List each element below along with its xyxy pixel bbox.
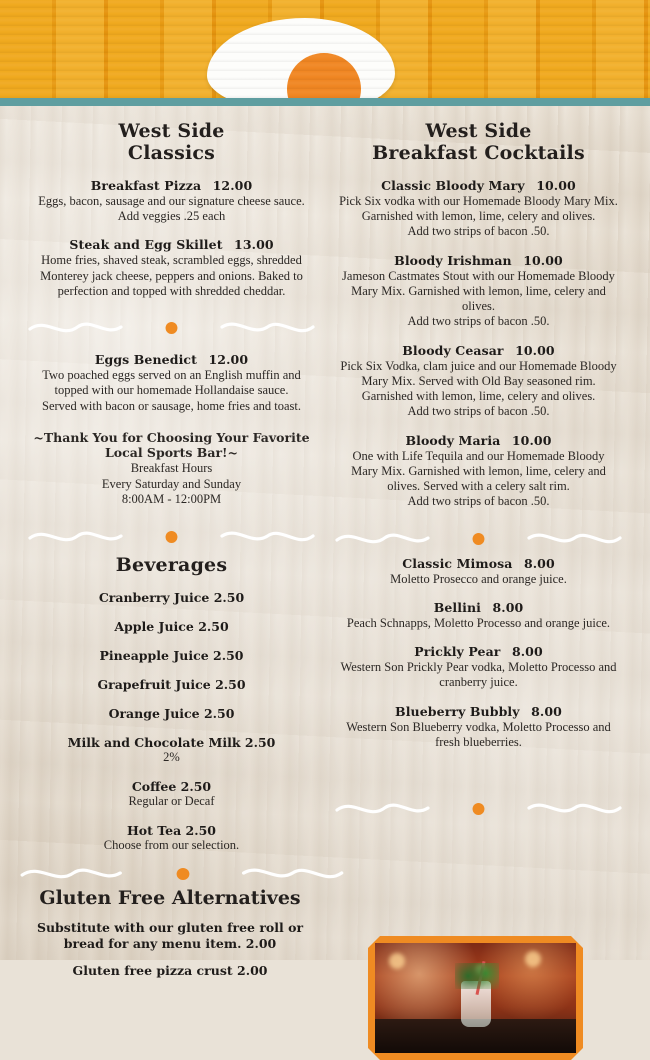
gluten-free-item [26, 963, 314, 979]
left-title-line1: West Side [118, 120, 225, 142]
menu-item-price: 13.00 [234, 237, 274, 253]
beverage-price: 2.50 [203, 706, 235, 722]
beverage-price: 2.50 [213, 590, 245, 606]
beverage-name: Pineapple Juice [99, 648, 209, 664]
cocktail-name: Bloody Maria [405, 432, 501, 448]
beverage-name: Milk and Chocolate Milk [67, 735, 241, 751]
menu-item-head [28, 237, 315, 252]
gluten-free-item-text: Gluten free pizza crust [72, 962, 233, 978]
cocktail-head [335, 178, 622, 193]
squiggle-divider-graphic [335, 524, 622, 550]
cocktail-price: 10.00 [511, 432, 552, 448]
menu-item-desc: Eggs, bacon, sausage and our signature cheese sauce. [38, 193, 305, 208]
beverage-head [28, 735, 315, 750]
thanks-line-1: ~Thank You for Choosing Your Favorite [33, 429, 310, 445]
beverage-price: 2.50 [198, 619, 229, 635]
cocktail-desc: Western Son Blueberry vodka, Moletto Processo and fresh blueberries. [346, 719, 611, 749]
cocktail-extra: Add two strips of bacon .50. [407, 494, 550, 509]
cocktail-head [335, 600, 622, 615]
cocktail-head [335, 556, 622, 571]
top-banner [0, 0, 650, 98]
beverage-name: Grapefruit Juice [97, 677, 211, 693]
cocktail-item [335, 556, 622, 587]
gluten-free-item-price: 2.00 [245, 935, 277, 951]
cocktail-price: 10.00 [515, 342, 555, 358]
breakfast-hours-label: Breakfast Hours [130, 461, 213, 476]
cocktail-desc: Western Son Prickly Pear vodka, Moletto Processo and cranberry juice. [340, 660, 617, 690]
menu-item-desc: Home fries, shaved steak, scrambled eggs, shredded Monterey jack cheese, peppers and onions. Baked to perfection and topped with shredded cheddar. [40, 253, 303, 298]
squiggle-divider-graphic [18, 859, 348, 885]
beverage-price: 2.50 [215, 677, 246, 693]
cocktail-item [335, 704, 622, 751]
beverage-head [28, 779, 315, 794]
cocktail-name: Classic Mimosa [402, 555, 513, 571]
menu-item-desc: Two poached eggs served on an English muffin and topped with our homemade Hollandaise sauce. [42, 368, 301, 398]
squiggle-divider [28, 313, 315, 339]
beverage-head [28, 648, 315, 663]
cocktail-name: Prickly Pear [414, 644, 501, 660]
cocktail-item [335, 644, 622, 691]
breakfast-hours-days: Every Saturday and Sunday [101, 476, 242, 491]
menu-item-head [28, 178, 315, 193]
cocktail-head [335, 253, 622, 268]
right-title-line2: Breakfast Cocktails [372, 142, 585, 165]
gluten-free-item-text: Substitute with our gluten free roll or bread for any menu item. [36, 920, 304, 951]
beverage-item [28, 779, 315, 809]
menu-item-price: 12.00 [208, 352, 249, 368]
beverage-item [28, 619, 315, 634]
beverage-head [28, 619, 315, 634]
cocktail-price: 8.00 [523, 555, 555, 571]
cocktail-extra: Add two strips of bacon .50. [407, 224, 550, 239]
cocktail-photo-frame [368, 936, 583, 1060]
menu-item [28, 352, 315, 414]
cocktail-name: Blueberry Bubbly [395, 703, 520, 719]
bar-light-icon [525, 951, 541, 967]
cocktail-extra: Add two strips of bacon .50. [407, 404, 550, 419]
cocktail-name: Classic Bloody Mary [381, 177, 525, 193]
cocktail-desc: Jameson Castmates Stout with our Homemade Bloody Mary Mix. Garnished with lemon, lime, celery and olives. [342, 268, 615, 314]
cocktail-name: Bloody Ceasar [402, 342, 504, 358]
cocktail-head [335, 433, 622, 448]
beverages-title: Beverages [115, 553, 228, 576]
cocktail-item [335, 253, 622, 330]
cocktail-desc: Pick Six vodka with our Homemade Bloody Mary Mix. Garnished with lemon, lime, celery and olives. [339, 193, 618, 224]
beverage-sub: Choose from our selection. [103, 838, 240, 853]
thanks-line-2: Local Sports Bar!~ [104, 445, 238, 461]
squiggle-divider [28, 522, 315, 548]
cocktail-desc: One with Life Tequila and our Homemade Bloody Mary Mix. Garnished with lemon, lime, celery and olives. Served with a celery salt rim. [351, 448, 606, 494]
beverage-name: Coffee [131, 779, 177, 795]
cocktail-head [335, 644, 622, 659]
cocktail-desc: Peach Schnapps, Moletto Processo and orange juice. [346, 615, 611, 630]
left-section-title [28, 120, 315, 165]
cocktail-name: Bellini [433, 599, 481, 615]
squiggle-divider-graphic [28, 522, 315, 548]
breakfast-hours-time: 8:00AM - 12:00PM [121, 492, 222, 507]
menu-item [28, 178, 315, 225]
right-title-line1: West Side [425, 120, 532, 142]
beverage-head [28, 590, 315, 605]
beverage-name: Hot Tea [126, 823, 182, 839]
cocktail-item [335, 343, 622, 420]
left-title-line2: Classics [127, 142, 216, 165]
beverage-item [28, 823, 315, 853]
thank-you-block [28, 430, 315, 508]
gluten-free-title: Gluten Free Alternatives [39, 887, 301, 910]
cocktail-price: 8.00 [531, 703, 562, 719]
menu-item [28, 237, 315, 299]
squiggle-divider [18, 859, 348, 885]
menu-item-head [28, 352, 315, 367]
menu-item-name: Steak and Egg Skillet [69, 237, 223, 253]
menu-item-name: Eggs Benedict [94, 352, 198, 368]
cocktail-head [335, 343, 622, 358]
beverage-item [28, 735, 315, 765]
menu-item-extra: Add veggies .25 each [117, 209, 226, 224]
squiggle-divider-graphic [335, 794, 622, 820]
gluten-free-item [26, 920, 314, 951]
gluten-free-item-price: 2.00 [237, 962, 268, 978]
bar-light-icon [389, 953, 405, 969]
cocktail-extra: Add two strips of bacon .50. [407, 314, 550, 329]
beverage-head [28, 706, 315, 721]
beverage-price: 2.50 [244, 735, 276, 751]
cocktail-photo [375, 943, 576, 1053]
beverage-head [28, 677, 315, 692]
cocktail-price: 10.00 [523, 252, 563, 268]
beverage-head [28, 823, 315, 838]
menu-columns [0, 106, 650, 853]
right-column [325, 120, 632, 853]
menu-item-extra: Served with bacon or sausage, home fries and toast. [42, 398, 301, 413]
left-column [18, 120, 325, 853]
beverage-name: Apple Juice [114, 619, 194, 635]
beverage-sub: 2% [163, 750, 180, 765]
menu-item-name: Breakfast Pizza [90, 177, 202, 193]
beverage-sub: Regular or Decaf [128, 794, 215, 809]
gluten-free-section [0, 887, 340, 978]
beverage-item [28, 677, 315, 692]
teal-divider-rule [0, 98, 650, 106]
beverage-name: Orange Juice [108, 706, 200, 722]
beverage-price: 2.50 [213, 648, 244, 664]
squiggle-divider [335, 794, 622, 820]
cocktail-head [335, 704, 622, 719]
right-section-title [335, 120, 622, 165]
cocktail-name: Bloody Irishman [394, 252, 512, 268]
cocktail-item [335, 433, 622, 510]
squiggle-divider [335, 524, 622, 550]
cocktail-price: 10.00 [536, 177, 576, 193]
beverage-item [28, 648, 315, 663]
cocktail-item [335, 178, 622, 240]
cocktail-item [335, 600, 622, 631]
cocktail-price: 8.00 [511, 644, 543, 660]
beverage-item [28, 706, 315, 721]
squiggle-divider-graphic [28, 313, 315, 339]
menu-item-price: 12.00 [212, 177, 253, 193]
cocktail-desc: Pick Six Vodka, clam juice and our Homemade Bloody Mary Mix. Served with Old Bay seasoned rim. Garnished with lemon, lime, celery and olives. [340, 358, 617, 404]
beverage-price: 2.50 [180, 779, 212, 795]
mint-garnish-icon [455, 963, 499, 989]
cocktail-price: 8.00 [492, 599, 524, 615]
beverage-price: 2.50 [185, 823, 216, 839]
beverage-item [28, 590, 315, 605]
menu-paper [0, 106, 650, 978]
cocktail-desc: Moletto Prosecco and orange juice. [390, 571, 567, 586]
beverage-name: Cranberry Juice [98, 590, 210, 606]
